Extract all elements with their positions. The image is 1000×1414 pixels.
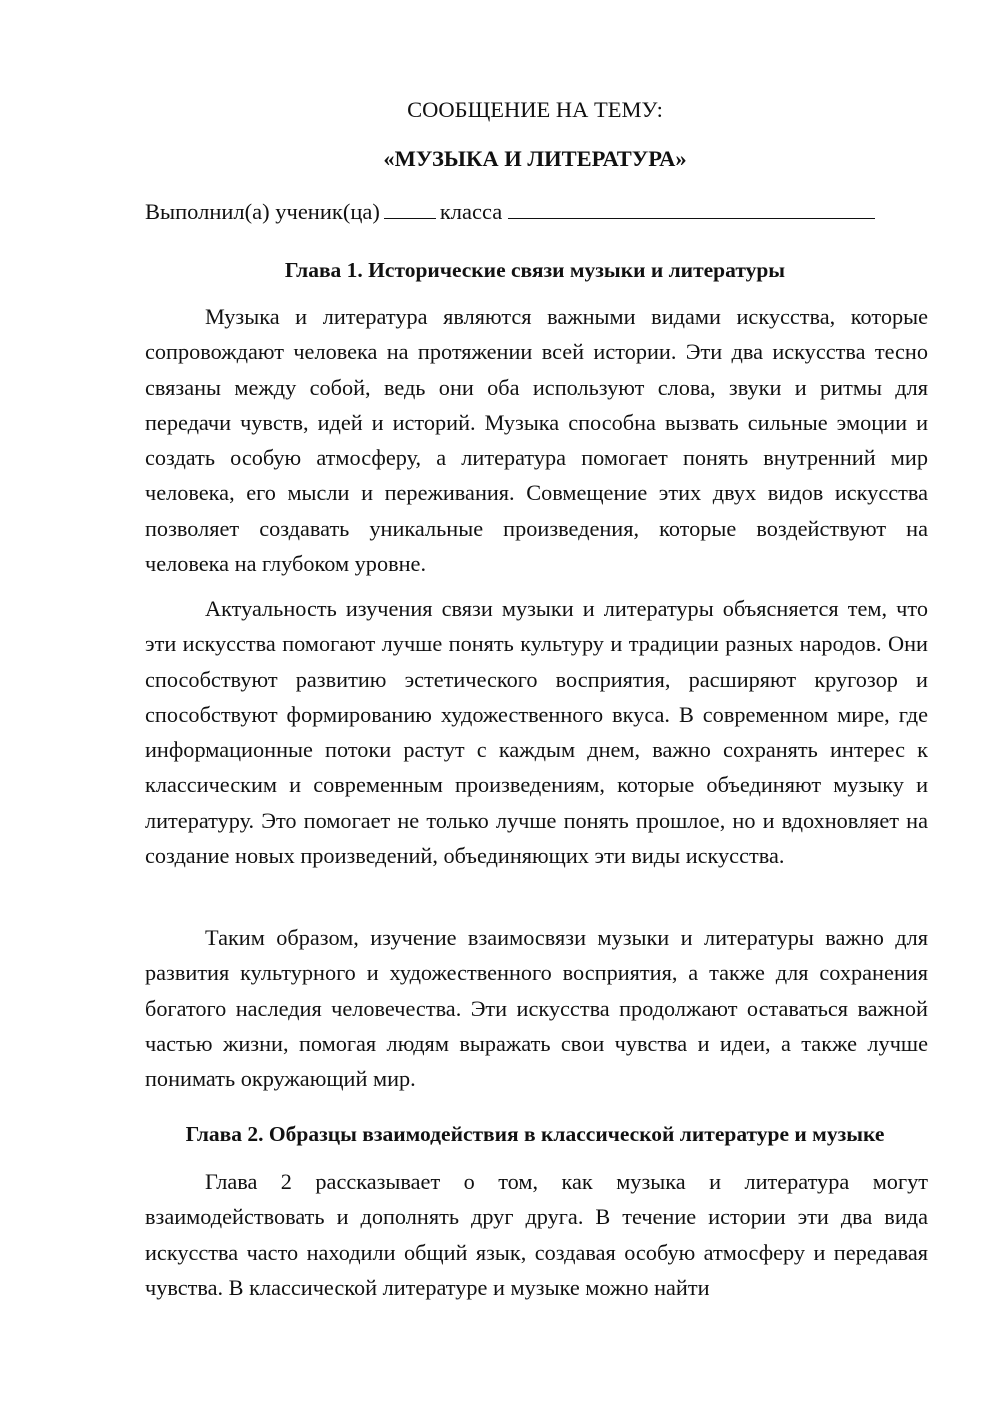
document-title-line1: СООБЩЕНИЕ НА ТЕМУ: <box>407 97 663 122</box>
author-class-label: класса <box>439 199 503 224</box>
chapter2-paragraph-1: Глава 2 рассказывает о том, как музыка и литература могут взаимодействовать и дополнять друг друга. В течение истории эти два вида искусства часто находили общий язык, создавая особую атмосферу и передавая чувства. В классической литературе и музыке можно найти <box>145 1169 928 1300</box>
author-prefix: Выполнил(а) ученик(ца) <box>145 199 380 224</box>
chapter1-paragraph-1: Музыка и литература являются важными видами искусства, которые сопровождают человека на протяжении всей истории. Эти два искусства тесно связаны между собой, ведь они оба используют слова, звуки и ритмы для передачи чувств, идей и историй. Музыка способна вызвать сильные эмоции и создать особую атмосферу, а литература помогает понять внутренний мир человека, его мысли и переживания. Совмещение этих двух видов искусства позволяет создавать уникальные произведения, которые воздействуют на человека на глубоком уровне. <box>145 304 928 577</box>
chapter1-paragraph-3: Таким образом, изучение взаимосвязи музыки и литературы важно для развития культурного и художественного восприятия, а также для сохранения богатого наследия человечества. Эти искусства продолжают оставаться важной частью жизни, помогая людям выражать свои чувства и идеи, а также лучше понимать окружающий мир. <box>145 925 928 1092</box>
name-blank <box>508 200 875 219</box>
chapter2-heading: Глава 2. Образцы взаимодействия в классической литературе и музыке <box>185 1122 885 1146</box>
chapter1-heading: Глава 1. Исторические связи музыки и литературы <box>284 258 786 282</box>
document-title-line2: «МУЗЫКА И ЛИТЕРАТУРА» <box>383 146 687 171</box>
grade-blank <box>384 200 436 219</box>
chapter1-paragraph-2: Актуальность изучения связи музыки и литературы объясняется тем, что эти искусства помогают лучше понять культуру и традиции разных народов. Они способствуют развитию эстетического восприятия, расширяют кругозор и способствуют формированию художественного вкуса. В современном мире, где информационные потоки растут с каждым днем, важно сохранять интерес к классическим и современным произведениям, которые объединяют музыку и литературу. Это помогает не только лучше понять прошлое, но и вдохновляет на создание новых произведений, объединяющих эти виды искусства. <box>145 596 928 869</box>
author-line <box>145 198 875 226</box>
